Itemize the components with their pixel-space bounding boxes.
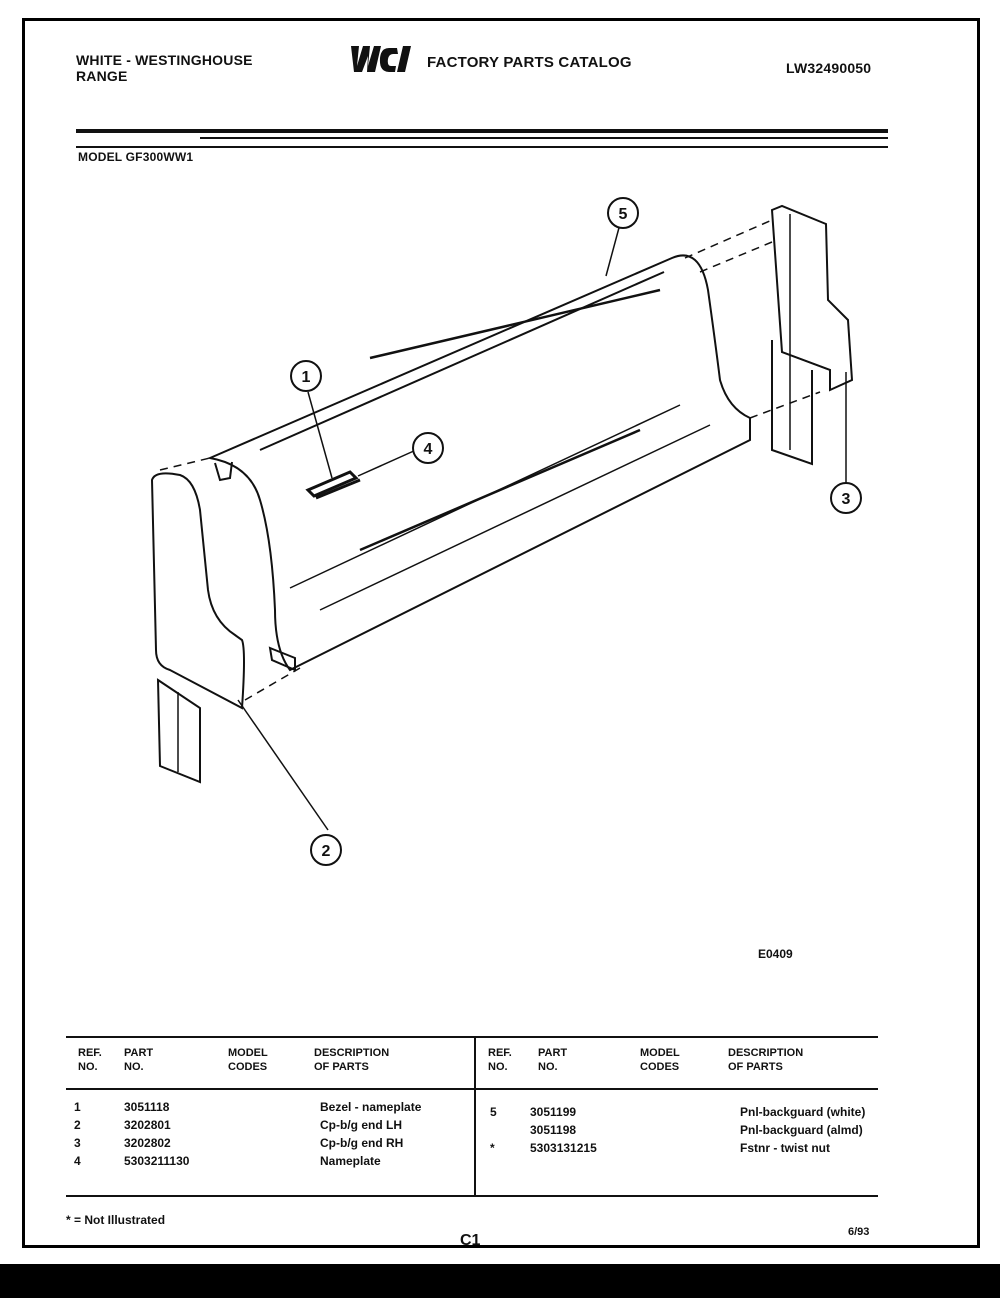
ref-no: 4 xyxy=(74,1154,81,1168)
brand-line-1: WHITE - WESTINGHOUSE xyxy=(76,52,253,68)
left-header-desc: DESCRIPTION OF PARTS xyxy=(314,1047,390,1073)
description: Cp-b/g end LH xyxy=(320,1118,402,1132)
callout-2: 2 xyxy=(321,843,331,860)
left-header-model: MODEL CODES xyxy=(228,1047,268,1073)
table-rule-header xyxy=(66,1088,878,1090)
model-codes xyxy=(660,1103,740,1121)
header-rule-thin xyxy=(200,137,888,139)
revision-date: 6/93 xyxy=(848,1226,870,1238)
callout-1: 1 xyxy=(301,369,311,386)
table-row xyxy=(74,1134,421,1152)
table-row xyxy=(490,1121,865,1139)
ref-no: 2 xyxy=(74,1118,81,1132)
table-row xyxy=(74,1152,421,1170)
backguard-panel xyxy=(210,255,750,670)
brand-block xyxy=(76,52,253,84)
description: Pnl-backguard (almd) xyxy=(740,1123,863,1137)
catalog-title: FACTORY PARTS CATALOG xyxy=(427,53,632,71)
left-parts-list xyxy=(74,1098,421,1170)
table-column-divider xyxy=(474,1038,476,1195)
model-codes xyxy=(254,1152,320,1170)
left-header-ref: REF. NO. xyxy=(78,1047,102,1073)
right-parts-list xyxy=(490,1103,865,1157)
table-rule-bottom xyxy=(66,1195,878,1197)
callout-5: 5 xyxy=(618,206,628,223)
not-illustrated-note: * = Not Illustrated xyxy=(66,1213,166,1227)
description: Bezel - nameplate xyxy=(320,1100,422,1114)
description: Pnl-backguard (white) xyxy=(740,1105,866,1119)
brand-line-2: RANGE xyxy=(76,68,128,84)
part-no: 3051118 xyxy=(124,1100,170,1114)
model-number: MODEL GF300WW1 xyxy=(78,150,194,164)
right-header-ref: REF. NO. xyxy=(488,1047,512,1073)
ref-no: 1 xyxy=(74,1100,81,1114)
ref-no: 3 xyxy=(74,1136,81,1150)
model-codes xyxy=(254,1134,320,1152)
page-number: C1 xyxy=(460,1232,481,1249)
table-row xyxy=(74,1098,421,1116)
part-no: 3051199 xyxy=(530,1105,577,1119)
part-no: 3051198 xyxy=(530,1123,577,1137)
header-rule-thick xyxy=(76,129,888,133)
figure-code: E0409 xyxy=(758,947,793,961)
part-no: 3202802 xyxy=(124,1136,171,1150)
model-codes xyxy=(660,1139,740,1157)
ref-no xyxy=(490,1121,510,1139)
ref-no: * xyxy=(490,1141,495,1155)
description: Cp-b/g end RH xyxy=(320,1136,404,1150)
catalog-code: LW32490050 xyxy=(786,60,872,76)
end-cap-left xyxy=(152,473,244,708)
end-cap-right xyxy=(772,206,852,390)
right-header-model: MODEL CODES xyxy=(640,1047,680,1073)
part-no: 5303211130 xyxy=(124,1154,190,1168)
table-row xyxy=(74,1116,421,1134)
wci-logo-icon xyxy=(345,44,421,74)
left-header-part: PART NO. xyxy=(124,1047,154,1073)
part-no: 5303131215 xyxy=(530,1141,597,1155)
part-no: 3202801 xyxy=(124,1118,171,1132)
table-rule-top xyxy=(66,1036,878,1038)
parts-diagram xyxy=(60,180,940,1000)
header-rule-lower xyxy=(76,146,888,148)
scan-bottom-band xyxy=(0,1264,1000,1298)
callout-4: 4 xyxy=(423,441,433,458)
description: Nameplate xyxy=(320,1154,381,1168)
model-codes xyxy=(254,1116,320,1134)
model-codes xyxy=(660,1121,740,1139)
description: Fstnr - twist nut xyxy=(740,1141,830,1155)
right-header-part: PART NO. xyxy=(538,1047,568,1073)
table-row xyxy=(490,1139,865,1157)
catalog-header xyxy=(345,44,632,74)
right-header-desc: DESCRIPTION OF PARTS xyxy=(728,1047,804,1073)
table-row xyxy=(490,1103,865,1121)
callout-3: 3 xyxy=(841,491,851,508)
model-codes xyxy=(254,1098,320,1116)
ref-no: 5 xyxy=(490,1105,497,1119)
